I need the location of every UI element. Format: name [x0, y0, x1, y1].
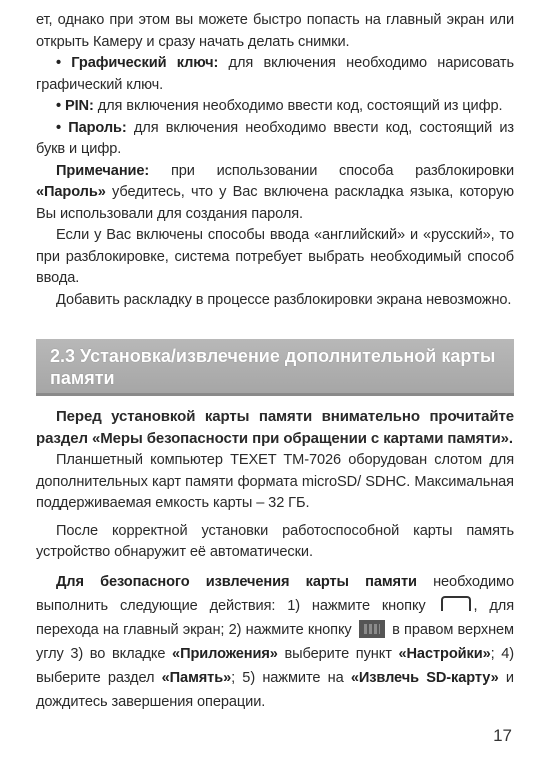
- tablet-paragraph: Планшетный компьютер TEXET TM-7026 оборудован слотом для дополнительных карт памяти формата microSD/ SDHC. Максимальная поддерживаемая емкость карты – 32 ГБ.: [36, 452, 514, 511]
- document-page: [36, 10, 514, 714]
- removal-paragraph: Для безопасного извлечения карты памяти необходимо выполнить следующие действия: 1) нажмите кнопку , для перехода на главный экран; 2) нажмите кнопку в правом верхнем углу 3) во вкладке «Приложения» выберите пункт «Настройки»; 4) выберите раздел «Память»; 5) нажмите на «Извлечь SD-карту» и дождитесь завершения операции.: [36, 573, 514, 710]
- add-layout-paragraph: Добавить раскладку в процессе разблокировки экрана невозможно.: [56, 291, 512, 308]
- item-graphic-key: • Графический ключ: для включения необходимо нарисовать графический ключ.: [36, 55, 514, 93]
- item-pin: • PIN: для включения необходимо ввести код, состоящий из цифр.: [56, 98, 503, 114]
- page-number: 17: [493, 726, 512, 745]
- paragraph-continuation: ет, однако при этом вы можете быстро попасть на главный экран или открыть Камеру и сразу начать делать снимки.: [36, 12, 514, 50]
- apps-button-icon: [359, 620, 385, 638]
- input-methods-paragraph: Если у Вас включены способы ввода «английский» и «русский», то при разблокировке, система потребует выбрать необходимый способ ввода.: [36, 227, 514, 286]
- section-title: 2.3 Установка/извлечение дополнительной карты памяти: [36, 339, 514, 396]
- item-password: • Пароль: для включения необходимо ввести код, состоящий из букв и цифр.: [36, 119, 514, 157]
- note-paragraph: Примечание: при использовании способа разблокировки «Пароль» убедитесь, что у Вас включена раскладка языка, которую Вы использовали для создания пароля.: [36, 162, 514, 222]
- detection-paragraph: После корректной установки работоспособной карты память устройство обнаружит её автоматически.: [36, 522, 514, 560]
- warning-intro: Перед установкой карты памяти внимательно прочитайте раздел «Меры безопасности при обращении с картами памяти».: [36, 408, 514, 447]
- home-button-icon: [441, 596, 471, 611]
